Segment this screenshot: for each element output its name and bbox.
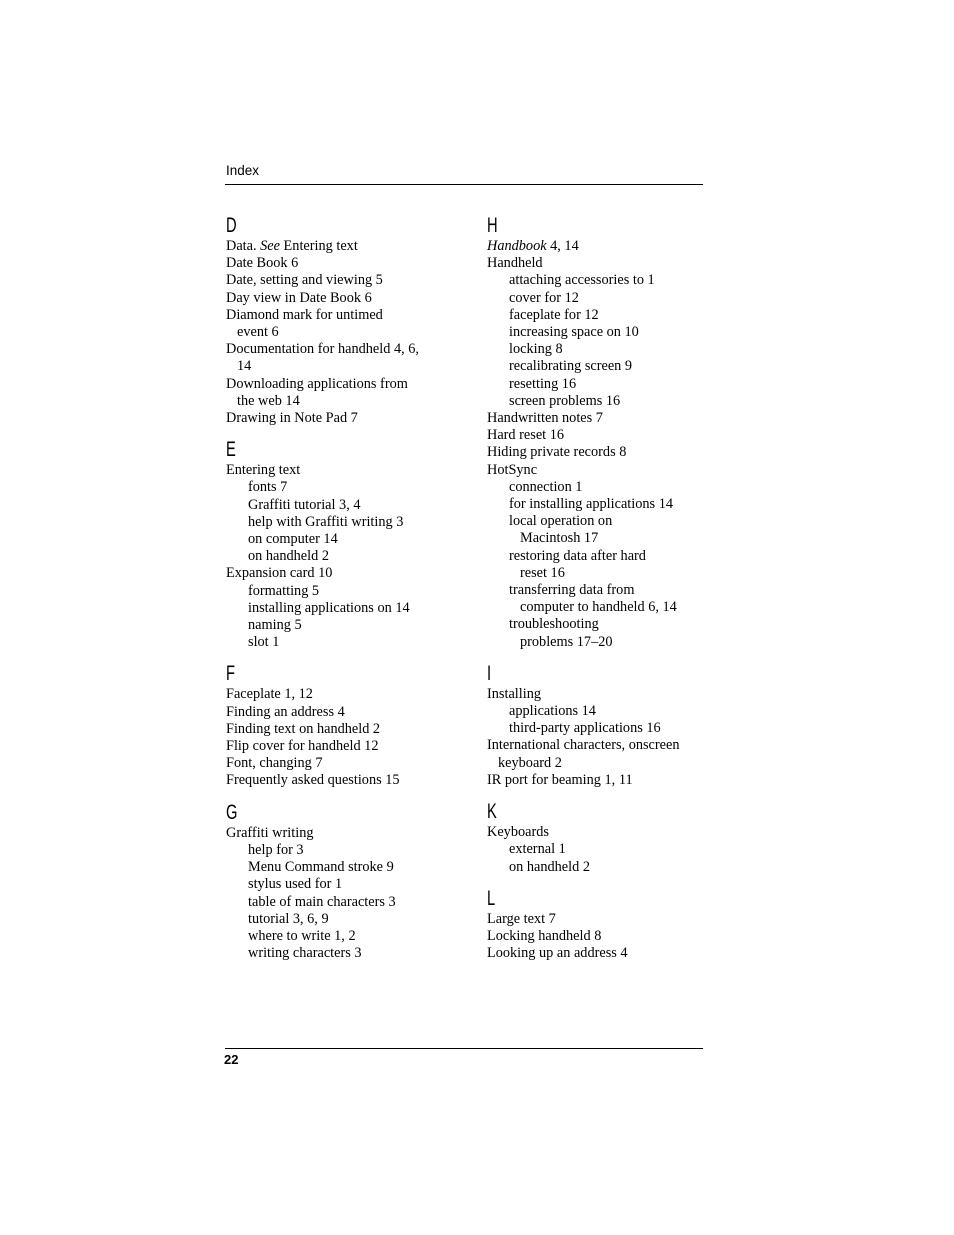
index-subentry: cover for 12 [509, 289, 579, 306]
index-subentry: Menu Command stroke 9 [248, 859, 394, 876]
index-entry: Large text 7 [487, 910, 556, 927]
section-letter: K [487, 800, 497, 824]
index-entry: Finding text on handheld 2 [226, 720, 381, 737]
index-subentry: locking 8 [509, 341, 563, 358]
index-entry: Finding an address 4 [226, 703, 345, 720]
index-entry: Hard reset 16 [487, 427, 565, 444]
index-subentry: connection 1 [509, 478, 583, 495]
index-entry: Graffiti writing [226, 824, 314, 841]
index-entry: Expansion card 10 [226, 565, 333, 582]
index-entry [226, 238, 466, 255]
index-subentry: formatting 5 [248, 582, 320, 599]
index-entry: HotSync [487, 461, 538, 478]
section-letter: F [226, 662, 235, 686]
index-column-right [487, 214, 702, 973]
index-entry: Flip cover for handheld 12 [226, 738, 379, 755]
index-entry: event 6 [237, 324, 279, 341]
index-subentry: applications 14 [509, 703, 596, 720]
index-subentry: troubleshooting [509, 616, 599, 633]
index-subentry: on handheld 2 [248, 548, 329, 565]
index-entry: Date, setting and viewing 5 [226, 272, 383, 289]
running-header: Index [226, 163, 260, 178]
index-entry: Diamond mark for untimed [226, 306, 383, 323]
index-subentry: help for 3 [248, 841, 304, 858]
index-subentry: installing applications on 14 [248, 599, 410, 616]
index-entry: Looking up an address 4 [487, 945, 628, 962]
index-subentry: for installing applications 14 [509, 496, 673, 513]
index-subentry: on computer 14 [248, 531, 338, 548]
index-entry: Handwritten notes 7 [487, 410, 603, 427]
section-letter: D [226, 214, 237, 237]
index-subentry: computer to handheld 6, 14 [520, 599, 677, 616]
index-section-e [226, 438, 466, 651]
entry-text-part: Handbook [487, 238, 547, 254]
index-entry [487, 238, 702, 255]
section-letter: H [487, 214, 498, 237]
index-entry: Hiding private records 8 [487, 444, 627, 461]
index-subentry: problems 17–20 [520, 633, 613, 650]
section-letter: E [226, 438, 236, 462]
index-entry: International characters, onscreen [487, 737, 680, 754]
index-entry: Font, changing 7 [226, 755, 323, 772]
index-entry: IR port for beaming 1, 11 [487, 771, 633, 788]
index-subentry: screen problems 16 [509, 392, 621, 409]
index-section-k [487, 800, 702, 876]
index-subentry: Macintosh 17 [520, 530, 599, 547]
index-subentry: restoring data after hard [509, 547, 646, 564]
entry-text-part: Data. [226, 238, 261, 254]
index-section-h [487, 214, 702, 651]
entry-text-part: 4, 14 [546, 238, 579, 254]
index-entry: Faceplate 1, 12 [226, 686, 313, 703]
index-column-left [226, 214, 466, 973]
index-subentry: third-party applications 16 [509, 720, 661, 737]
entry-text-part: Entering text [279, 238, 358, 254]
index-entry: Frequently asked questions 15 [226, 772, 400, 789]
header-rule [225, 184, 703, 185]
index-entry: Keyboards [487, 824, 549, 841]
section-letter: G [226, 800, 238, 824]
index-entry: Locking handheld 8 [487, 927, 602, 944]
index-subentry: table of main characters 3 [248, 893, 396, 910]
index-subentry: resetting 16 [509, 375, 577, 392]
index-entry: Entering text [226, 462, 301, 479]
index-subentry: on handheld 2 [509, 858, 590, 875]
index-subentry: recalibrating screen 9 [509, 358, 633, 375]
index-subentry: slot 1 [248, 634, 280, 651]
index-subentry: stylus used for 1 [248, 876, 343, 893]
index-section-f [226, 662, 466, 789]
index-entry: Handheld [487, 255, 543, 272]
index-subentry: increasing space on 10 [509, 324, 639, 341]
index-entry: Installing [487, 685, 542, 702]
index-subentry: help with Graffiti writing 3 [248, 513, 404, 530]
index-entry: Day view in Date Book 6 [226, 289, 372, 306]
index-subentry: fonts 7 [248, 479, 288, 496]
index-section-g [226, 801, 466, 963]
footer-rule [225, 1048, 703, 1049]
index-subentry: reset 16 [520, 564, 565, 581]
index-subentry: attaching accessories to 1 [509, 272, 655, 289]
index-entry: keyboard 2 [498, 754, 562, 771]
section-letter: L [487, 886, 496, 910]
entry-text-part: See [260, 238, 280, 254]
index-entry: 14 [237, 358, 252, 375]
index-subentry: writing characters 3 [248, 945, 362, 962]
index-entry: Downloading applications from [226, 375, 408, 392]
index-entry: Date Book 6 [226, 255, 299, 272]
index-entry: the web 14 [237, 392, 300, 409]
index-section-l [487, 887, 702, 963]
index-entry: Documentation for handheld 4, 6, [226, 341, 419, 358]
index-subentry: Graffiti tutorial 3, 4 [248, 496, 361, 513]
index-subentry: local operation on [509, 513, 613, 530]
index-subentry: transferring data from [509, 582, 635, 599]
index-section-i [487, 662, 702, 789]
page-number: 22 [224, 1052, 239, 1067]
index-subentry: tutorial 3, 6, 9 [248, 910, 329, 927]
section-letter: I [487, 661, 492, 685]
index-entry: Drawing in Note Pad 7 [226, 410, 358, 427]
index-section-d [226, 214, 466, 427]
index-subentry: naming 5 [248, 617, 302, 634]
index-subentry: where to write 1, 2 [248, 927, 356, 944]
index-subentry: faceplate for 12 [509, 306, 599, 323]
index-subentry: external 1 [509, 841, 566, 858]
